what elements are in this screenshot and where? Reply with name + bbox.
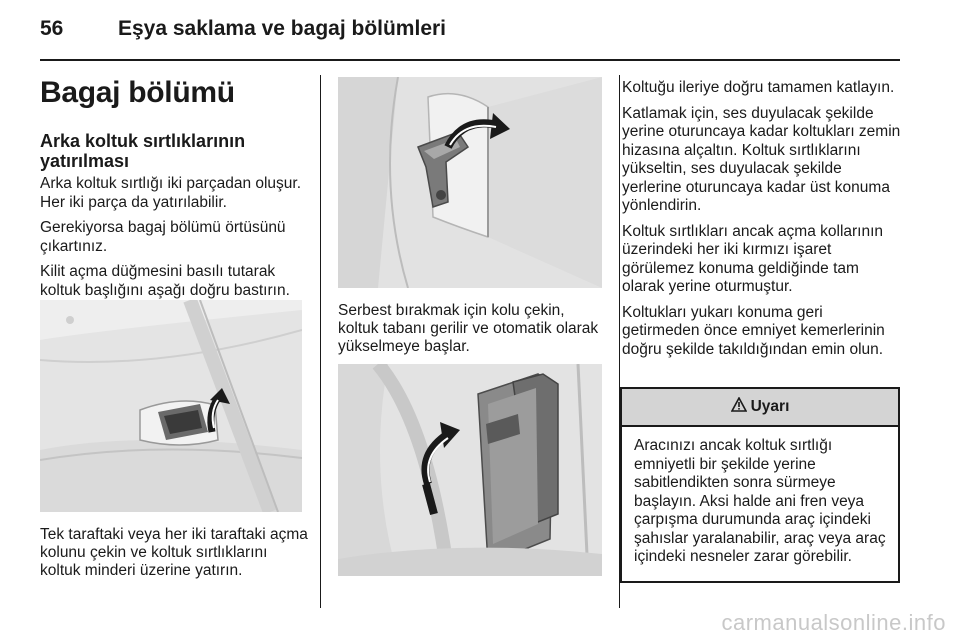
column-divider-left: [320, 75, 321, 608]
subsection-title: Arka koltuk sırtlıklarının yatırılması: [40, 131, 246, 171]
figure-pull-lever: [338, 77, 602, 288]
watermark: carmanualsonline.info: [721, 610, 946, 635]
paragraph: Gerekiyorsa bagaj bölümü örtüsünü çıkartınız.: [40, 219, 286, 255]
warning-header: [622, 389, 898, 427]
paragraph: Arka koltuk sırtlığı iki parçadan oluşur. Her iki parça da yatırılabilir.: [40, 175, 302, 211]
header-rule: [40, 59, 900, 61]
figure-caption-left: Tek taraftaki veya her iki taraftaki açma kolunu çekin ve koltuk sırtlıklarını koltuk minderi üzerine yatırın.: [40, 526, 308, 579]
warning-text: Aracınızı ancak koltuk sırtlığı emniyetli bir şekilde yerine sabitlendikten sonra sürmeye başlayın. Aksi halde ani fren veya çarpışma durumunda araç içindeki şahıslar yaralanabilir, araç veya araç içindeki nesneler zarar görebilir.: [634, 437, 886, 565]
right-column-text: [622, 79, 902, 366]
warning-triangle-icon: [731, 397, 747, 417]
figure-caption-middle: Serbest bırakmak için kolu çekin, koltuk tabanı gerilir ve otomatik olarak yükselmeye başlar.: [338, 302, 599, 355]
figure-seat-release-lever: [40, 300, 302, 512]
chapter-title: Eşya saklama ve bagaj bölümleri: [118, 17, 447, 40]
paragraph: Koltuk sırtlıkları ancak açma kollarının üzerindeki her iki kırmızı işaret görülemez konuma geldiğinde tam olarak yerine oturmuştur.: [622, 222, 884, 295]
section-title: Bagaj bölümü: [40, 76, 235, 109]
page-number: 56: [40, 17, 64, 40]
paragraph: Koltuğu ileriye doğru tamamen katlayın.: [622, 79, 895, 96]
paragraph: Kilit açma düğmesini basılı tutarak koltuk başlığını aşağı doğru bastırın.: [40, 263, 290, 299]
figure-folded-seat: [338, 364, 602, 576]
warning-box: [620, 387, 900, 583]
left-column-text: [40, 175, 308, 307]
paragraph: Koltukları yukarı konuma geri getirmeden önce emniyet kemerlerinin doğru şekilde takıldığından emin olun.: [622, 303, 885, 358]
paragraph: Katlamak için, ses duyulacak şekilde yerine oturuncaya kadar koltukları zemin hizasına alçaltın. Koltuk sırtlıklarını yükseltin, ses duyulacak şekilde yerlerine oturuncaya kadar üst konuma yönlendirin.: [622, 104, 901, 214]
warning-title: Uyarı: [750, 398, 790, 415]
